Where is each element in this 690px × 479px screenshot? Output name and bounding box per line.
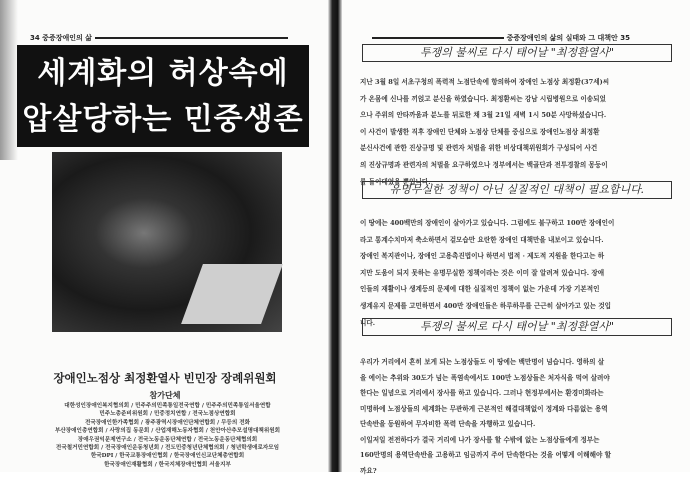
book-gutter — [328, 0, 342, 472]
section-body — [360, 74, 680, 190]
text-line: 까요? — [360, 464, 680, 479]
header-rule — [95, 37, 288, 39]
participants-heading: 참가단체 — [0, 390, 330, 401]
section-heading: 유명무실한 정책이 아닌 실질적인 대책이 필요합니다. — [362, 181, 672, 199]
text-line: 이 사건이 발생한 직후 장애인 단체와 노점상 단체를 중심으로 장애인노점상 최정환 — [360, 124, 680, 141]
text-line: 을 에이는 추위와 30도가 넘는 폭염속에서도 100만 노점상들은 처자식을 먹여 살려야 — [360, 371, 680, 387]
text-line: 인들의 재활이나 생계등의 문제에 대한 실질적인 정책이 없는 가운데 가장 기본적인 — [360, 281, 680, 298]
text-line: 이 땅에는 400백만의 장애인이 살아가고 있습니다. 그럼에도 불구하고 100만 장애인이 — [360, 215, 680, 232]
section-heading: 투쟁의 불씨로 다시 태어날 "최정환열사" — [362, 318, 672, 336]
text-line: 분신사건에 관한 진상규명 및 관련자 처벌을 위한 비상대책위원회가 구성되어 사건 — [360, 140, 680, 157]
text-line: 라고 통계수치마저 축소하면서 겉모습만 요란한 장애인 대책만을 내보이고 있습니다. — [360, 232, 680, 249]
page-header-label: 34 중증장애인의 삶 — [30, 33, 92, 43]
page-title — [17, 45, 309, 147]
text-line: 미명하에 노점상들의 세계화는 무관하게 근본적인 해결대책없이 정계와 다름없는 용역 — [360, 402, 680, 418]
left-page — [0, 0, 330, 472]
text-line: 우리가 거리에서 흔히 보게 되는 노점상들도 이 땅에는 백만명이 넘습니다. 영하의 살 — [360, 355, 680, 371]
text-line: 를 들이대었을 뿐입니다. — [360, 174, 680, 191]
right-page — [342, 0, 690, 472]
text-line: 으나 주위의 안타까움과 분노를 뒤로한 채 3월 21일 새벽 1시 50분 사망하셨습니다. — [360, 107, 680, 124]
org-line: 장애우권익문제연구소 / 전국노동운동단체연합 / 전국노동운동단체협의회 — [20, 436, 315, 444]
text-line: 의 진상규명과 관련자의 처벌을 요구하였으나 정부에서는 백골단과 전투경찰의 몽둥이 — [360, 157, 680, 174]
org-line: 한국장애인재활협회 / 한국지체장애인협회 서울지부 — [20, 461, 315, 469]
section-body — [360, 215, 680, 331]
text-line: 지난 3월 8일 서초구청의 폭력적 노점단속에 항의하여 장애인 노점상 최정환(37세)씨 — [360, 74, 680, 91]
org-line: 한국DPI / 한국교통장애인협회 / 한국장애인신교단체총연합회 — [20, 452, 315, 460]
text-line: 장애인 복지관이나, 장애인 고용촉진법이나 하면서 법적 · 제도적 지원을 한다고는 하 — [360, 248, 680, 265]
org-line: 전국철거민연합회 / 전국장애인운동청년회 / 전도민중청년단체협의회 / 청년학생애로자모임 — [20, 444, 315, 452]
text-line: 한다는 일념으로 거리에서 장사를 하고 있습니다. 그러나 현정부에서는 환경미화라는 — [360, 386, 680, 402]
title-line: 세계화의 허상속에 — [17, 51, 309, 97]
text-line: 가 온몸에 신나를 끼얹고 분신을 하였습니다. 최정환씨는 강남 시립병원으로 이송되었 — [360, 91, 680, 108]
text-line: 니다. — [360, 315, 680, 332]
text-line: 단속반을 동원하여 무자비한 폭력 단속을 자행하고 있습니다. — [360, 417, 680, 433]
text-line: 160만명의 용역단속반을 고용하고 임금까지 주어 단속한다는 것을 어떻게 이해해야 할 — [360, 448, 680, 464]
title-line: 압살당하는 민중생존 — [17, 97, 309, 143]
section-heading: 투쟁의 불씨로 다시 태어날 "최정환열사" — [362, 44, 672, 62]
scan-shadow — [0, 0, 18, 160]
page-header-label: 중증장애인의 삶의 실태와 그 대책안 35 — [507, 33, 630, 43]
header-rule — [372, 37, 504, 39]
organization-list — [20, 402, 315, 469]
org-line: 대한성인장애인복지협의회 / 민주주의민족통일전국연합 / 민주주의민족통일서울연합 — [20, 402, 315, 410]
photo-caption: 장애인노점상 최정환열사 빈민장 장례위원회 — [0, 370, 330, 386]
page-header — [372, 33, 630, 43]
photo — [52, 152, 282, 332]
text-line: 지만 도움이 되지 못하는 유명무실한 정책이라는 것은 이미 잘 알려져 있습니다. 장애 — [360, 265, 680, 282]
org-line: 전국장애인한가족협회 / 광주광역시장애인단체연합회 / 무등의 전화 — [20, 419, 315, 427]
org-line: 부산장애인총연합회 / 사랑의집 동문회 / 산업재해노동자협회 / 천안아산추모설명대책위원회 — [20, 427, 315, 435]
org-line: 민주노총준비위원회 / 민중정치연합 / 전국노점상연합회 — [20, 410, 315, 418]
section-body — [360, 355, 680, 479]
page-header — [30, 33, 288, 43]
text-line: 이일저일 전전하다가 결국 거리에 나가 장사를 할 수밖에 없는 노점상들에게 정부는 — [360, 433, 680, 449]
text-line: 생계유지 문제를 고민하면서 400만 장애인들은 하루하루를 근근히 살아가고 있는 것입 — [360, 298, 680, 315]
